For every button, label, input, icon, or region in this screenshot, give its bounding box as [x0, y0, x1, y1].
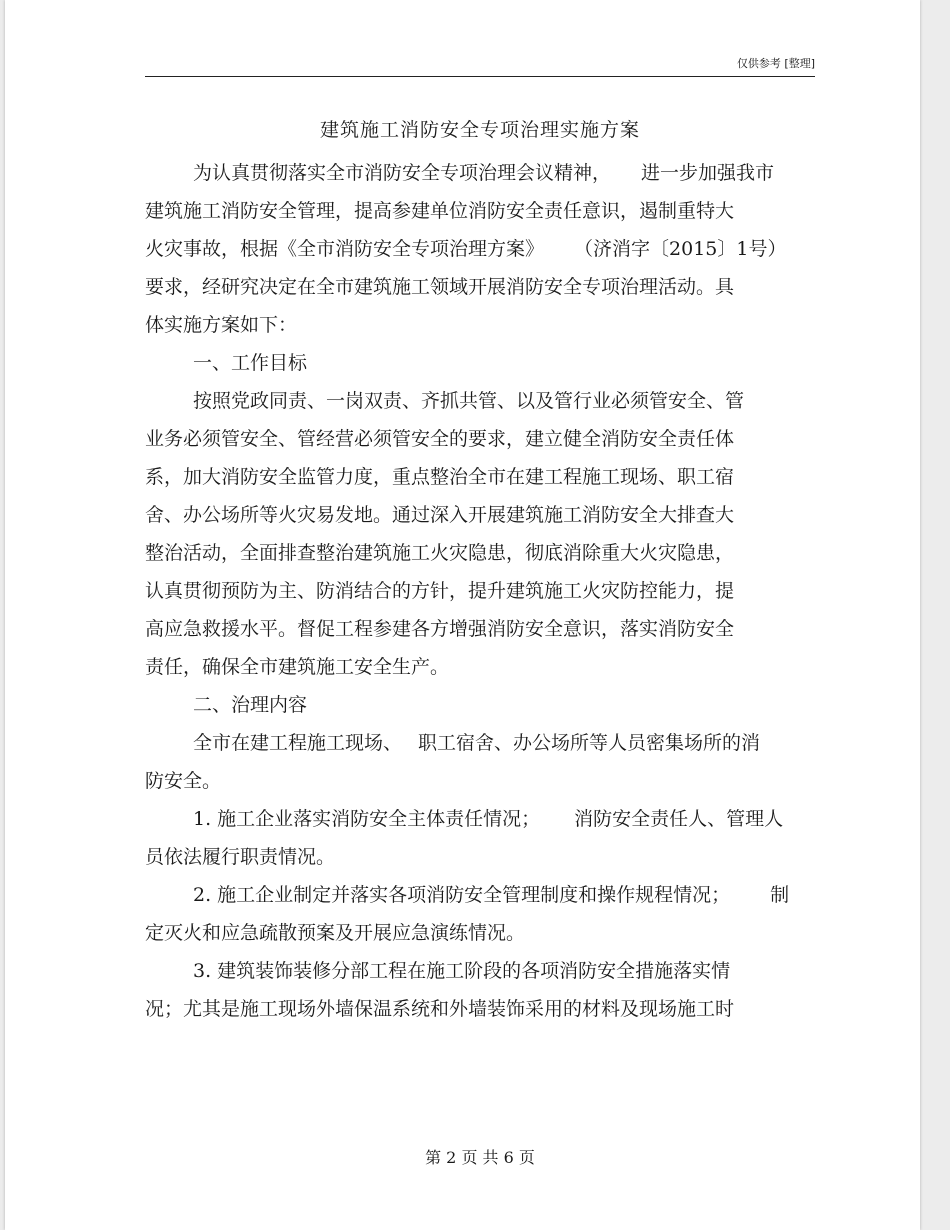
text-span: 火灾事故，根据《全市消防安全专项治理方案》 — [145, 238, 545, 260]
list-item — [145, 876, 815, 914]
page-header — [145, 56, 815, 77]
paragraph-line: 要求，经研究决定在全市建筑施工领域开展消防安全专项治理活动。具 — [145, 276, 735, 298]
text-span: 职工宿舍、办公场所等人员密集场所的消 — [418, 732, 761, 754]
text-span: 进一步加强我市 — [641, 162, 775, 184]
text-span: 制 — [770, 884, 790, 906]
document-body — [145, 154, 815, 1028]
text-span: 1. 施工企业落实消防安全主体责任情况； — [193, 808, 541, 830]
paragraph-line: 况；尤其是施工现场外墙保温系统和外墙装饰采用的材料及现场施工时 — [145, 998, 735, 1020]
text-span: 全市在建工程施工现场、 — [193, 732, 403, 754]
text-span: 2. 施工企业制定并落实各项消防安全管理制度和操作规程情况； — [193, 884, 731, 906]
paragraph-line: 体实施方案如下： — [145, 314, 298, 336]
paragraph-line: 高应急救援水平。督促工程参建各方增强消防安全意识，落实消防安全 — [145, 618, 735, 640]
section-heading: 二、治理内容 — [193, 694, 308, 716]
header-note: 仅供参考 [整理] — [736, 57, 815, 70]
paragraph-line: 认真贯彻预防为主、防消结合的方针，提升建筑施工火灾防控能力，提 — [145, 580, 735, 602]
text-span: （济消字〔2015〕1号） — [574, 238, 787, 260]
paragraph-line: 按照党政同责、一岗双责、齐抓共管、以及管行业必须管安全、管 — [193, 390, 745, 412]
document-title: 建筑施工消防安全专项治理实施方案 — [319, 119, 640, 141]
paragraph-line: 责任，确保全市建筑施工安全生产。 — [145, 656, 450, 678]
paragraph-line: 定灭火和应急疏散预案及开展应急演练情况。 — [145, 922, 526, 944]
paragraph-line: 舍、办公场所等火灾易发地。通过深入开展建筑施工消防安全大排查大 — [145, 504, 735, 526]
paragraph-line: 业务必须管安全、管经营必须管安全的要求，建立健全消防安全责任体 — [145, 428, 735, 450]
text-span: 为认真贯彻落实全市消防安全专项治理会议精神， — [193, 162, 612, 184]
section-heading: 一、工作目标 — [193, 352, 308, 374]
list-item — [145, 800, 815, 838]
document-page — [5, 0, 920, 1230]
paragraph-line — [145, 230, 815, 268]
paragraph-line: 员依法履行职责情况。 — [145, 846, 336, 868]
paragraph-line: 建筑施工消防安全管理，提高参建单位消防安全责任意识，遏制重特大 — [145, 200, 735, 222]
paragraph-line: 整治活动，全面排查整治建筑施工火灾隐患，彻底消除重大火灾隐患， — [145, 542, 735, 564]
text-span: 消防安全责任人、管理人 — [574, 808, 784, 830]
paragraph-line — [145, 724, 815, 762]
list-item: 3. 建筑装饰装修分部工程在施工阶段的各项消防安全措施落实情 — [193, 960, 731, 982]
paragraph-line — [145, 154, 815, 192]
page-footer: 第 2 页 共 6 页 — [425, 1148, 535, 1167]
paragraph-line: 系，加大消防安全监管力度，重点整治全市在建工程施工现场、职工宿 — [145, 466, 735, 488]
paragraph-line: 防安全。 — [145, 770, 222, 792]
